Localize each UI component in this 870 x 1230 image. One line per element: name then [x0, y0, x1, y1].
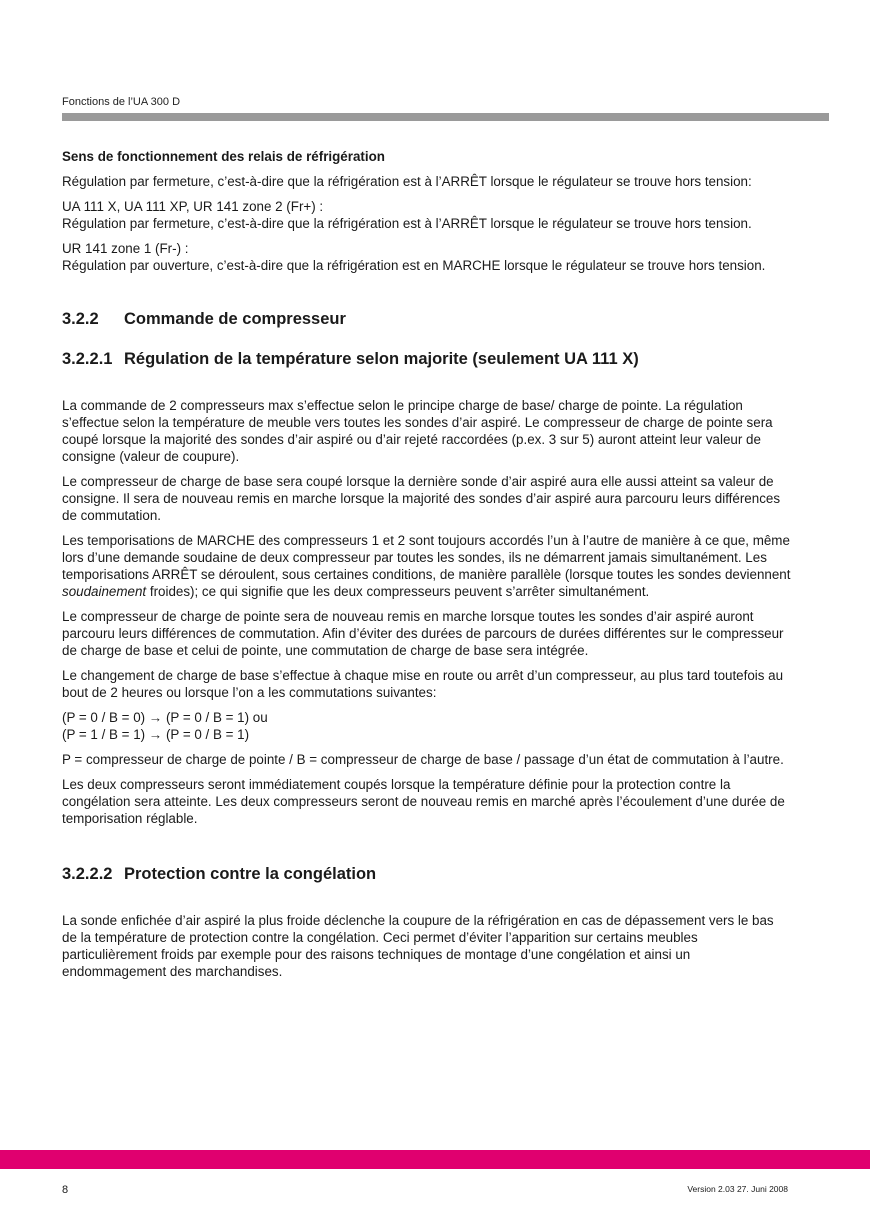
section-title: Protection contre la congélation	[124, 865, 377, 883]
footer-accent-bar	[0, 1150, 870, 1169]
relais-p2-text: Régulation par fermeture, c’est-à-dire que la réfrigération est à l’ARRÊT lorsque le régulateur se trouve hors tension.	[62, 216, 752, 231]
section-3221-formulas	[62, 709, 792, 743]
section-3-2-2-2-heading	[62, 864, 792, 884]
page-number: 8	[62, 1184, 69, 1196]
relais-p3-label: UR 141 zone 1 (Fr-) :	[62, 241, 189, 256]
section-3222-paragraph-1: La sonde enfichée d’air aspiré la plus froide déclenche la coupure de la réfrigération en cas de dépassement vers le bas de la température de protection contre la congélation. Ceci permet d’éviter l’apparition sur certains meubles particulièrement froids par exemple pour des raisons techniques de montage d’une congélation et ainsi un endommagement des marchandises.	[62, 913, 774, 979]
page-header-title: Fonctions de l’UA 300 D	[62, 96, 181, 108]
section-number: 3.2.2.2	[62, 865, 113, 883]
section-number: 3.2.2	[62, 310, 99, 328]
section-3221-paragraph-6: P = compresseur de charge de pointe / B = compresseur de charge de base / passage d’un état de commutation à l’autre.	[62, 752, 784, 767]
p3-text-italic: soudainement	[62, 584, 147, 599]
section-title: Régulation de la température selon majorite (seulement UA 111 X)	[124, 350, 639, 368]
formula-1: (P = 0 / B = 0) → (P = 0 / B = 1) ou	[62, 710, 268, 725]
page-content	[62, 148, 792, 988]
version-info: Version 2.03 27. Juni 2008	[687, 1184, 788, 1194]
relais-p2-label: UA 111 X, UA 111 XP, UR 141 zone 2 (Fr+) :	[62, 199, 324, 214]
section-3221-paragraph-2: Le compresseur de charge de base sera coupé lorsque la dernière sonde d’air aspiré aura elle aussi atteint sa valeur de consigne. Il sera de nouveau remis en marche lorsque la majorité des sondes d’air aspiré aura parcouru leurs différences de commutation.	[62, 474, 781, 523]
p3-text-after: froides); ce qui signifie que les deux compresseurs peuvent s’arrêter simultanément.	[146, 584, 650, 599]
section-3221-paragraph-4: Le compresseur de charge de pointe sera de nouveau remis en marche lorsque toutes les sondes d’air aspiré auront parcouru leurs différences de commutation. Afin d’éviter des durées de parcours de durées différentes sur le compresseur de charge de base et celui de pointe, une commutation de charge de base sera intégrée.	[62, 609, 784, 658]
relais-paragraph-3	[62, 240, 792, 274]
section-number: 3.2.2.1	[62, 350, 113, 368]
relais-p3-text: Régulation par ouverture, c’est-à-dire que la réfrigération est en MARCHE lorsque le régulateur se trouve hors tension.	[62, 258, 766, 273]
section-3221-paragraph-7: Les deux compresseurs seront immédiatement coupés lorsque la température définie pour la protection contre la congélation sera atteinte. Les deux compresseurs seront de nouveau remis en marché après l’écoulement d’une durée de temporisation réglable.	[62, 777, 785, 826]
relais-heading: Sens de fonctionnement des relais de réfrigération	[62, 149, 385, 164]
p3-text-before: Les temporisations de MARCHE des compresseurs 1 et 2 sont toujours accordés l’un à l’autre de manière à ce que, même lors d’une demande soudaine de deux compresseur par toutes les sondes, ils ne démarrent jamais simultanément. Les temporisations ARRÊT se déroulent, sous certaines conditions, de manière parallèle (lorsque toutes les sondes deviennent	[62, 533, 791, 582]
section-3221-paragraph-3	[62, 532, 792, 600]
section-3-2-2-1-heading	[62, 349, 792, 369]
section-3221-paragraph-1: La commande de 2 compresseurs max s’effectue selon le principe charge de base/ charge de pointe. La régulation s’effectue selon la température de meuble vers toutes les sondes d’air aspiré. Le compresseur de charge de pointe sera coupé lorsque la majorité des sondes d’air aspiré ou d’air rejeté raccordées (p.ex. 3 sur 5) auront atteint leur valeur de consigne (valeur de coupure).	[62, 398, 773, 464]
relais-paragraph-1: Régulation par fermeture, c’est-à-dire que la réfrigération est à l’ARRÊT lorsque le régulateur se trouve hors tension:	[62, 174, 752, 189]
header-divider	[62, 113, 829, 121]
section-3-2-2-heading	[62, 309, 792, 329]
formula-2: (P = 1 / B = 1) → (P = 0 / B = 1)	[62, 727, 250, 742]
section-3221-paragraph-5: Le changement de charge de base s’effectue à chaque mise en route ou arrêt d’un compresseur, au plus tard toutefois au bout de 2 heures ou lorsque l’on a les commutations suivantes:	[62, 668, 784, 700]
relais-paragraph-2	[62, 198, 792, 232]
section-title: Commande de compresseur	[124, 310, 346, 328]
